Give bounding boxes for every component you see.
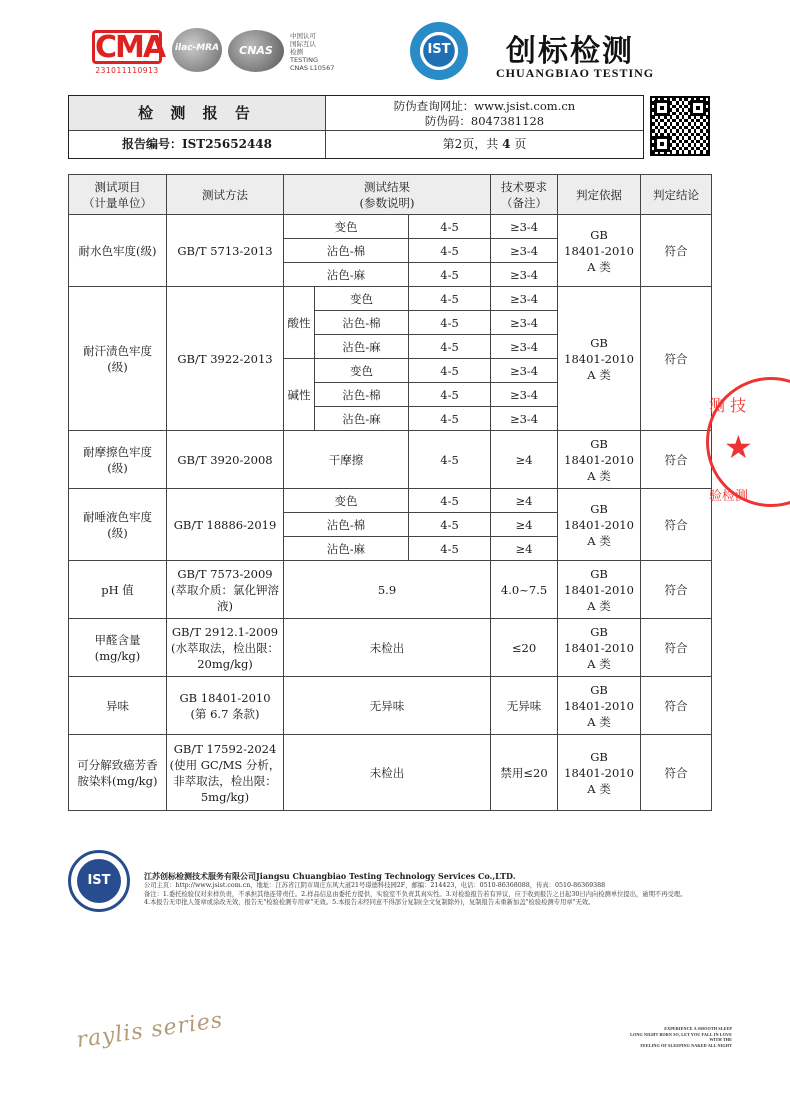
report-title-box	[68, 95, 644, 159]
results-table	[68, 174, 712, 811]
result-cell: 未检出	[284, 619, 491, 677]
stamp-text-bottom: 验检测	[709, 489, 749, 504]
qr-code[interactable]	[650, 96, 710, 156]
slogan-line: LONG NIGHT BORN SO, LET YOU FALL IN LOVE WITH THE	[630, 1031, 732, 1042]
footer-ist-seal	[68, 850, 130, 912]
basis-cell	[558, 677, 641, 735]
item-line: (级)	[107, 460, 128, 475]
table-row	[69, 619, 712, 677]
value-cell: 4-5	[409, 383, 491, 407]
req-cell: 禁用≤20	[491, 735, 558, 811]
basis-line: GB	[590, 335, 608, 350]
item-line: 可分解致癌芳香	[77, 757, 158, 772]
method-cell	[167, 735, 284, 811]
item-cell: 异味	[69, 677, 167, 735]
brand-signature: raylis series	[74, 1007, 225, 1054]
method-cell	[167, 677, 284, 735]
report-number-value: IST25652448	[182, 137, 273, 151]
method-cell	[167, 561, 284, 619]
certification-logos	[92, 22, 712, 84]
brand-name-en: CHUANGBIAO TESTING	[496, 66, 655, 80]
value-cell: 4-5	[409, 335, 491, 359]
result-cell: 无异味	[284, 677, 491, 735]
page-mid: 页，共	[462, 137, 499, 151]
basis-line: A 类	[587, 367, 611, 382]
basis-line: A 类	[587, 598, 611, 613]
basis-line: 18401-2010	[564, 517, 634, 532]
item-cell	[69, 431, 167, 489]
anti-fake-info	[326, 96, 643, 131]
method-line: GB/T 7573-2009	[177, 566, 273, 581]
basis-cell	[558, 431, 641, 489]
header-req-line: 技术要求	[501, 179, 548, 194]
stamp-star-icon: ★	[724, 428, 753, 466]
alkali-label: 碱性	[284, 359, 315, 431]
method-line: GB/T 2912.1-2009	[171, 624, 279, 639]
page-suffix: 页	[514, 137, 527, 151]
req-cell: ≥4	[491, 537, 558, 561]
method-line: 5mg/kg)	[200, 789, 250, 804]
header-item-line: 测试项目	[94, 179, 141, 194]
ist-mark: IST	[427, 42, 451, 57]
method-cell: GB/T 3920-2008	[167, 431, 284, 489]
basis-line: A 类	[587, 259, 611, 274]
basis-line: A 类	[587, 781, 611, 796]
method-line: GB 18401-2010	[179, 690, 271, 705]
slogan-line: FEELING OF SLEEPING NAKED ALL NIGHT	[640, 1042, 732, 1048]
basis-line: GB	[590, 436, 608, 451]
item-line: (级)	[107, 359, 128, 374]
item-line: 胺染料(mg/kg)	[77, 773, 158, 788]
basis-line: A 类	[587, 468, 611, 483]
req-cell: ≥3-4	[491, 407, 558, 431]
basis-line: A 类	[587, 656, 611, 671]
value-cell: 4-5	[409, 431, 491, 489]
stamp-text-top: 测 技	[709, 396, 747, 415]
method-line: (水萃取法，检出限：	[171, 640, 279, 655]
ilac-mra-logo	[172, 28, 222, 72]
param-cell: 变色	[315, 287, 409, 311]
anti-fake-site-label: 防伪查询网址：	[393, 99, 475, 113]
item-cell	[69, 489, 167, 561]
footer-info	[144, 870, 724, 908]
req-cell: ≥3-4	[491, 263, 558, 287]
report-number-label: 报告编号：	[121, 137, 182, 151]
item-line: 甲醛含量	[94, 632, 141, 647]
basis-line: GB	[590, 227, 608, 242]
qr-finder	[690, 100, 706, 116]
param-cell: 干摩擦	[284, 431, 409, 489]
req-cell: ≥3-4	[491, 239, 558, 263]
basis-line: GB	[590, 682, 608, 697]
brand-slogan	[620, 1026, 732, 1048]
basis-cell	[558, 287, 641, 431]
cnas-logo	[228, 30, 284, 72]
basis-line: 18401-2010	[564, 243, 634, 258]
table-row	[69, 431, 712, 489]
basis-line: 18401-2010	[564, 351, 634, 366]
method-cell	[167, 619, 284, 677]
req-cell: ≤20	[491, 619, 558, 677]
header-item	[69, 175, 167, 215]
param-cell: 沾色-麻	[315, 407, 409, 431]
basis-line: 18401-2010	[564, 765, 634, 780]
footer-contact: 公司主页：http://www.jsist.com.cn，地址：江苏省江阴市周庄东风大道21号璟德科技园2F，邮编：214423，电话：0510-86368088，传真：0510-86369388	[144, 882, 606, 889]
conclusion-cell: 符合	[641, 215, 712, 287]
cnas-caption-line: 检测	[290, 48, 303, 56]
footer-company: 江苏创标检测技术服务有限公司Jiangsu Chuangbiao Testing Technology Services Co.,LTD.	[144, 871, 516, 881]
basis-line: GB	[590, 501, 608, 516]
conclusion-cell: 符合	[641, 735, 712, 811]
brand-name-cn: 创标检测	[506, 34, 634, 69]
header-result	[284, 175, 491, 215]
method-line: 非萃取法，检出限：	[173, 773, 277, 788]
value-cell: 4-5	[409, 489, 491, 513]
param-cell: 沾色-棉	[284, 513, 409, 537]
value-cell: 4-5	[409, 537, 491, 561]
basis-line: A 类	[587, 714, 611, 729]
header-method: 测试方法	[167, 175, 284, 215]
cnas-caption-line: 中国认可	[290, 32, 316, 40]
param-cell: 沾色-棉	[284, 239, 409, 263]
table-header-row	[69, 175, 712, 215]
table-row	[69, 287, 712, 311]
value-cell: 4-5	[409, 359, 491, 383]
req-cell: ≥3-4	[491, 215, 558, 239]
basis-cell	[558, 735, 641, 811]
header-conclusion: 判定结论	[641, 175, 712, 215]
basis-cell	[558, 489, 641, 561]
method-cell: GB/T 5713-2013	[167, 215, 284, 287]
slogan-line: EXPERIENCE A SMOOTH SLEEP	[664, 1026, 732, 1031]
header-basis: 判定依据	[558, 175, 641, 215]
header-item-line: （计量单位）	[83, 195, 152, 210]
item-cell	[69, 287, 167, 431]
method-line: 液)	[217, 598, 233, 613]
report-number	[69, 131, 326, 158]
page-total: 4	[502, 137, 511, 151]
qr-finder	[654, 136, 670, 152]
method-cell: GB/T 3922-2013	[167, 287, 284, 431]
value-cell: 4-5	[409, 311, 491, 335]
req-cell: ≥4	[491, 513, 558, 537]
cnas-caption-line: 国际互认	[290, 40, 316, 48]
value-cell: 4-5	[409, 239, 491, 263]
item-line: (级)	[107, 525, 128, 540]
table-row	[69, 561, 712, 619]
basis-line: 18401-2010	[564, 582, 634, 597]
page-current: 2	[454, 137, 463, 151]
conclusion-cell: 符合	[641, 561, 712, 619]
header-req-line: （备注）	[501, 195, 548, 210]
cnas-caption-line: TESTING	[290, 56, 318, 64]
cma-mark: CMA	[92, 30, 162, 64]
item-cell	[69, 619, 167, 677]
req-cell: ≥3-4	[491, 383, 558, 407]
basis-line: 18401-2010	[564, 452, 634, 467]
acid-label: 酸性	[284, 287, 315, 359]
anti-fake-code: 8047381128	[470, 114, 545, 128]
header-requirement	[491, 175, 558, 215]
method-line: 20mg/kg)	[197, 656, 253, 671]
conclusion-cell: 符合	[641, 431, 712, 489]
basis-cell	[558, 619, 641, 677]
value-cell: 4-5	[409, 215, 491, 239]
basis-line: GB	[590, 749, 608, 764]
ist-logo	[410, 22, 468, 80]
value-cell: 4-5	[409, 263, 491, 287]
param-cell: 沾色-麻	[284, 263, 409, 287]
method-line: (萃取介质：氯化钾溶	[171, 582, 279, 597]
param-cell: 变色	[315, 359, 409, 383]
conclusion-cell: 符合	[641, 677, 712, 735]
req-cell: ≥3-4	[491, 335, 558, 359]
basis-line: 18401-2010	[564, 698, 634, 713]
item-line: (mg/kg)	[94, 648, 141, 663]
table-row	[69, 677, 712, 735]
conclusion-cell: 符合	[641, 287, 712, 431]
report-title: 检 测 报 告	[69, 96, 326, 131]
result-cell: 未检出	[284, 735, 491, 811]
table-row	[69, 215, 712, 239]
footer-note: 4.本报告无审批人签章或涂改无效，报告无"检验检测专用章"无效。5.本报告未经同意不得部分复制(全文复制除外)，复制报告未重新加盖"检验检测专用章"无效。	[144, 899, 595, 906]
param-cell: 沾色-麻	[315, 335, 409, 359]
page-indicator	[326, 131, 643, 158]
param-cell: 沾色-棉	[315, 311, 409, 335]
qr-finder	[654, 100, 670, 116]
param-cell: 变色	[284, 215, 409, 239]
cma-logo	[92, 30, 165, 75]
method-line: (第 6.7 条款)	[190, 706, 260, 721]
method-line: GB/T 17592-2024	[173, 741, 277, 756]
item-line: 耐唾液色牢度	[83, 509, 152, 524]
value-cell: 4-5	[409, 287, 491, 311]
item-cell: 耐水色牢度(级)	[69, 215, 167, 287]
basis-line: GB	[590, 624, 608, 639]
header-result-line: (参数说明)	[359, 195, 415, 210]
header-result-line: 测试结果	[364, 179, 411, 194]
item-line: 耐汗渍色牢度	[83, 343, 152, 358]
value-cell: 4-5	[409, 407, 491, 431]
cma-number: 231011110913	[95, 66, 159, 75]
page-prefix: 第	[442, 137, 455, 151]
req-cell: 4.0~7.5	[491, 561, 558, 619]
param-cell: 变色	[284, 489, 409, 513]
ilac-mark: ilac-MRA	[174, 43, 220, 53]
footer-note: 备注：1.委托检验仅对来样负责，不承担其他连带责任。2.样品信息由委托方提供，实验室不负责其真实性。3.对检验报告若有异议，应于收到报告之日起30日内向检测单位提出，逾期不再受理。	[144, 890, 687, 898]
value-cell: 4-5	[409, 513, 491, 537]
item-line: 耐摩擦色牢度	[83, 444, 152, 459]
footer-ist-mark: IST	[77, 859, 121, 903]
req-cell: ≥3-4	[491, 359, 558, 383]
req-cell: ≥4	[491, 431, 558, 489]
method-cell: GB/T 18886-2019	[167, 489, 284, 561]
cnas-mark: CNAS	[239, 44, 273, 57]
req-cell: ≥4	[491, 489, 558, 513]
req-cell: ≥3-4	[491, 287, 558, 311]
cnas-caption-line: CNAS L10567	[290, 64, 335, 72]
basis-line: A 类	[587, 533, 611, 548]
basis-cell	[558, 561, 641, 619]
table-row	[69, 735, 712, 811]
basis-line: GB	[590, 566, 608, 581]
item-cell: pH 值	[69, 561, 167, 619]
param-cell: 沾色-麻	[284, 537, 409, 561]
table-row	[69, 489, 712, 513]
basis-cell	[558, 215, 641, 287]
req-cell: ≥3-4	[491, 311, 558, 335]
item-cell	[69, 735, 167, 811]
cnas-caption	[290, 32, 334, 72]
conclusion-cell: 符合	[641, 489, 712, 561]
method-line: (使用 GC/MS 分析，	[169, 757, 281, 772]
anti-fake-code-label: 防伪码：	[424, 114, 471, 128]
conclusion-cell: 符合	[641, 619, 712, 677]
result-cell: 5.9	[284, 561, 491, 619]
param-cell: 沾色-棉	[315, 383, 409, 407]
anti-fake-site-link[interactable]: www.jsist.com.cn	[474, 99, 576, 113]
basis-line: 18401-2010	[564, 640, 634, 655]
req-cell: 无异味	[491, 677, 558, 735]
